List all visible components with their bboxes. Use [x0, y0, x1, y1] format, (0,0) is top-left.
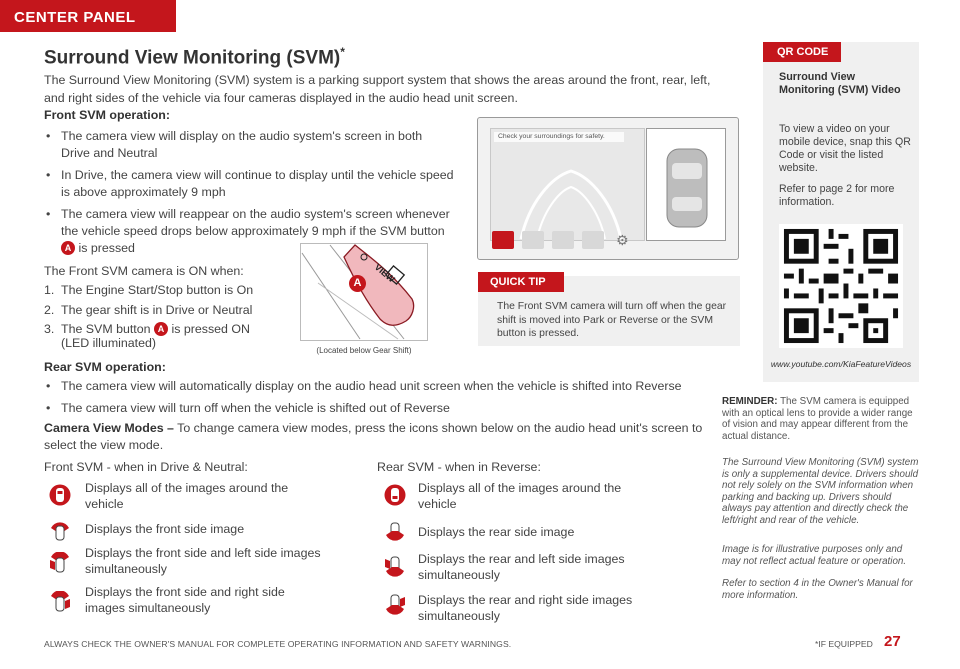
front-mode-3-text: Displays the front side and left side images simultaneously: [85, 546, 321, 576]
front-conditions: [44, 282, 294, 350]
mode-all-button[interactable]: [492, 231, 514, 249]
mode-front-button[interactable]: [522, 231, 544, 249]
car-topview-icon: [647, 129, 727, 242]
svm-button-illustration: [300, 243, 428, 341]
rear-mode-4-text: Displays the rear and right side images simultaneously: [418, 593, 633, 623]
badge-a: A: [154, 322, 168, 336]
condition-1: 1. The Engine Start/Stop button is On: [44, 283, 254, 297]
qr-tag: QR CODE: [763, 42, 841, 62]
svm-screen-illustration: [477, 117, 739, 260]
qr-title: Surround View Monitoring (SVM) Video: [779, 71, 901, 96]
rear-svm-bullets: [44, 378, 714, 417]
quick-tip-text: The Front SVM camera will turn off when the gear shift is moved into Park or Reverse or the SVM button is pressed.: [497, 301, 727, 339]
condition-3: 3. The SVM button A is pressed ON (LED illuminated): [44, 322, 250, 350]
qr-code-icon[interactable]: [779, 224, 903, 348]
front-side-view-icon: [49, 520, 71, 542]
mode-left-button[interactable]: [552, 231, 574, 249]
front-bullet-2: • In Drive, the camera view will continue to display until the vehicle speed is above approximately 9 mph: [44, 167, 454, 201]
intro-paragraph: The Surround View Monitoring (SVM) system is a parking support system that shows the areas around the front, rear, left, and right sides of the vehicle via four cameras displayed in the audio head unit screen.: [44, 73, 711, 105]
front-right-view-icon: [49, 591, 71, 613]
rear-all-view-icon: [384, 484, 406, 506]
section-tab: CENTER PANEL: [0, 0, 176, 32]
rear-left-view-icon: [384, 555, 406, 577]
front-left-view-icon: [49, 552, 71, 574]
screen-message: Check your surroundings for safety.: [494, 132, 624, 142]
topview-pane: [646, 128, 726, 241]
rear-mode-1-text: Displays all of the images around the vehicle: [418, 481, 622, 511]
rear-right-view-icon: [384, 593, 406, 615]
illustration-note: Image is for illustrative purposes only and may not reflect actual feature or operation.: [722, 544, 907, 567]
page-title: Surround View Monitoring (SVM)*: [44, 45, 345, 69]
settings-gear-icon[interactable]: ⚙: [616, 232, 629, 248]
button-caption: (Located below Gear Shift): [316, 346, 412, 355]
rear-modes-label: Rear SVM - when in Reverse:: [377, 460, 541, 474]
mode-right-button[interactable]: [582, 231, 604, 249]
rear-bullet-1: • The camera view will automatically display on the audio head unit screen when the vehicle is shifted into Reverse: [44, 378, 714, 395]
front-mode-1-text: Displays all of the images around the vehicle: [85, 481, 289, 511]
view-modes-paragraph: Camera View Modes – To change camera view modes, press the icons shown below on the audio head unit's screen to select the view mode.: [44, 421, 703, 452]
title-asterisk: *: [340, 45, 345, 59]
view-button-label: VIEW: [372, 261, 397, 285]
front-mode-2-text: Displays the front side image: [85, 522, 245, 536]
rear-svm-heading: Rear SVM operation:: [44, 360, 166, 374]
manual-reference-note: Refer to section 4 in the Owner's Manual for more information.: [722, 578, 913, 601]
front-bullet-3: • The camera view will reappear on the audio system's screen whenever the vehicle speed drops below approximately 9 mph if the SVM button A is pressed: [44, 206, 454, 257]
front-mode-4-text: Displays the front side and right side images simultaneously: [85, 585, 285, 615]
qr-instructions: To view a video on your mobile device, snap this QR Code or visit the listed website.: [779, 123, 911, 174]
badge-a-callout: A: [349, 275, 366, 292]
badge-a: A: [61, 241, 75, 255]
page-number: 27: [884, 633, 901, 650]
qr-refer: Refer to page 2 for more information.: [779, 183, 895, 208]
front-all-view-icon: [49, 484, 71, 506]
front-svm-heading: Front SVM operation:: [44, 108, 170, 122]
quick-tip-tag: QUICK TIP: [478, 272, 564, 292]
disclaimer-note: The Surround View Monitoring (SVM) system is only a supplemental device. Drivers should not rely solely on the SVM information when parking and backing up. Drivers should always pay attention and directly check the left/right and rear of the vehicle.: [722, 457, 919, 526]
front-svm-bullets: [44, 128, 454, 257]
camera-view-pane: [490, 128, 645, 241]
footer-if-equipped: *IF EQUIPPED: [815, 639, 873, 649]
front-bullet-1: • The camera view will display on the audio system's screen in both Drive and Neutral: [44, 128, 454, 162]
qr-url-link[interactable]: www.youtube.com/KiaFeatureVideos: [770, 359, 912, 369]
rear-bullet-2: • The camera view will turn off when the vehicle is shifted out of Reverse: [44, 400, 714, 417]
footer-warning: ALWAYS CHECK THE OWNER'S MANUAL FOR COMPLETE OPERATING INFORMATION AND SAFETY WARNINGS.: [44, 639, 512, 649]
rear-mode-2-text: Displays the rear side image: [418, 525, 575, 539]
front-modes-label: Front SVM - when in Drive & Neutral:: [44, 460, 248, 474]
condition-2: 2. The gear shift is in Drive or Neutral: [44, 303, 253, 317]
front-on-when: The Front SVM camera is ON when:: [44, 264, 244, 278]
view-mode-buttons: [492, 231, 642, 249]
reminder-note: REMINDER: The SVM camera is equipped with an optical lens to provide a wider range of vision and may appear different from the actual distance.: [722, 396, 913, 442]
rear-mode-3-text: Displays the rear and left side images simultaneously: [418, 552, 625, 582]
rear-side-view-icon: [384, 521, 406, 543]
